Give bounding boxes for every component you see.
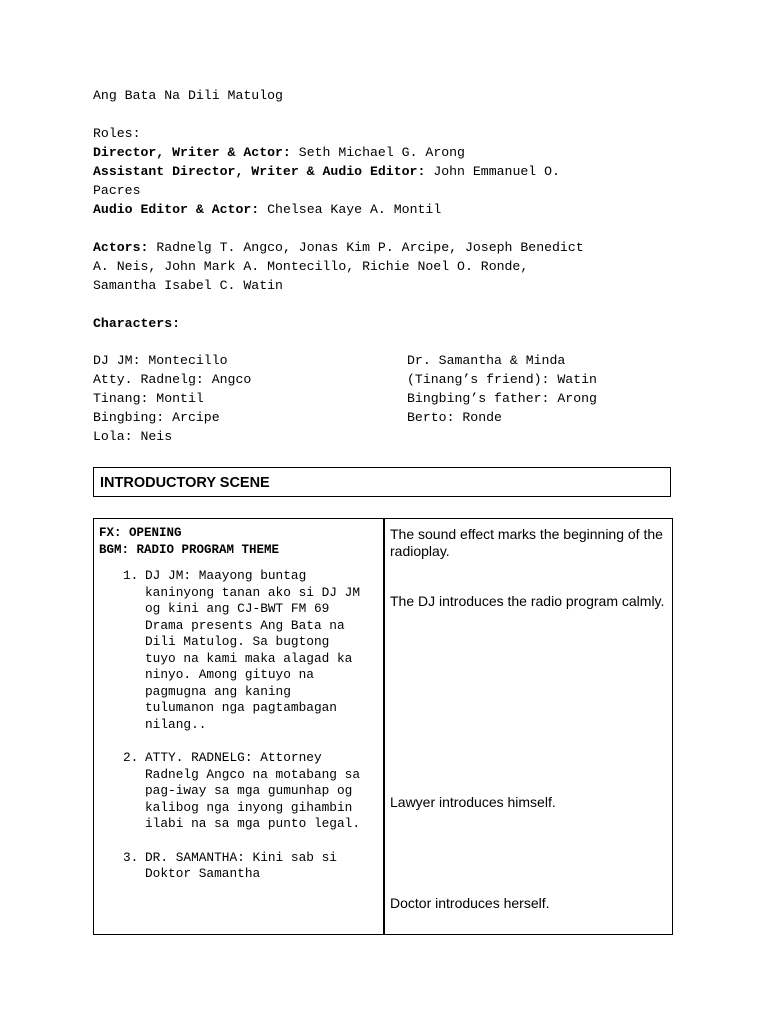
line-number: 3. xyxy=(123,849,139,865)
characters-right-column xyxy=(407,351,597,427)
script-dialogue-cell xyxy=(99,525,379,883)
line-text: ATTY. RADNELG: Attorney Radnelg Angco na motabang sa pag-iway sa mga gumunhap og kalibog nga inyong gihambin ilabi na sa mga punto legal. xyxy=(145,750,361,831)
character-entry: Bingbing’s father: Arong xyxy=(407,391,597,406)
dialogue-line xyxy=(99,568,379,733)
line-number: 2. xyxy=(123,750,139,765)
role-label: Audio Editor & Actor: xyxy=(93,202,260,217)
role-line-director xyxy=(93,143,465,162)
character-entry: (Tinang’s friend): Watin xyxy=(407,372,597,387)
character-entry: DJ JM: Montecillo xyxy=(93,353,228,368)
role-line-assistant-director xyxy=(93,162,560,181)
bgm-cue: BGM: RADIO PROGRAM THEME xyxy=(99,543,280,557)
characters-heading: Characters: xyxy=(93,316,181,331)
character-entry: Tinang: Montil xyxy=(93,391,204,406)
dialogue-line xyxy=(99,750,379,833)
characters-left-column xyxy=(93,351,251,446)
actors-names: Radnelg T. Angco, Jonas Kim P. Arcipe, Joseph Benedict xyxy=(156,240,584,255)
line-text: DR. SAMANTHA: Kini sab si Doktor Samantha xyxy=(145,849,337,881)
scene-heading: INTRODUCTORY SCENE xyxy=(100,475,270,491)
role-label: Director, Writer & Actor: xyxy=(93,145,291,160)
role-label: Assistant Director, Writer & Audio Editor: xyxy=(93,164,426,179)
character-entry: Berto: Ronde xyxy=(407,410,502,425)
character-entry: Atty. Radnelg: Angco xyxy=(93,372,252,387)
document-title: Ang Bata Na Dili Matulog xyxy=(93,88,283,103)
actors-line-2: A. Neis, John Mark A. Montecillo, Richie Noel O. Ronde, xyxy=(93,259,529,274)
actors-line-3: Samantha Isabel C. Watin xyxy=(93,278,283,293)
dialogue-line xyxy=(99,850,379,883)
column-divider xyxy=(383,519,385,934)
scene-heading-box xyxy=(93,467,671,497)
line-text: DJ JM: Maayong buntag kaninyong tanan ako si DJ JM og kini ang CJ-BWT FM 69 Drama presents Ang Bata na Dili Matulog. Sa bugtong tuyo na kami maka alagad ka ninyo. Among gituyo na pagmugna ang kaning tulumanon nga pagtambagan nilang.. xyxy=(145,568,361,732)
script-table xyxy=(93,518,673,935)
role-name: Seth Michael G. Arong xyxy=(298,145,465,160)
script-note: Lawyer introduces himself. xyxy=(390,794,556,810)
actors-label: Actors: xyxy=(93,240,149,255)
line-number: 1. xyxy=(123,568,139,583)
character-entry: Dr. Samantha & Minda xyxy=(407,353,566,368)
actors-line-1 xyxy=(93,238,584,257)
character-entry: Lola: Neis xyxy=(93,429,173,444)
role-name: Chelsea Kaye A. Montil xyxy=(267,202,442,217)
script-note: The DJ introduces the radio program calmly. xyxy=(390,593,665,609)
role-line-audio-editor xyxy=(93,200,441,219)
script-note: Doctor introduces herself. xyxy=(390,895,550,911)
character-entry: Bingbing: Arcipe xyxy=(93,410,220,425)
roles-heading: Roles: xyxy=(93,126,141,141)
fx-cue: FX: OPENING xyxy=(99,526,182,540)
role-name-continued: Pacres xyxy=(93,183,141,198)
role-name: John Emmanuel O. xyxy=(433,164,560,179)
script-note: The sound effect marks the beginning of the radioplay. xyxy=(390,526,663,559)
